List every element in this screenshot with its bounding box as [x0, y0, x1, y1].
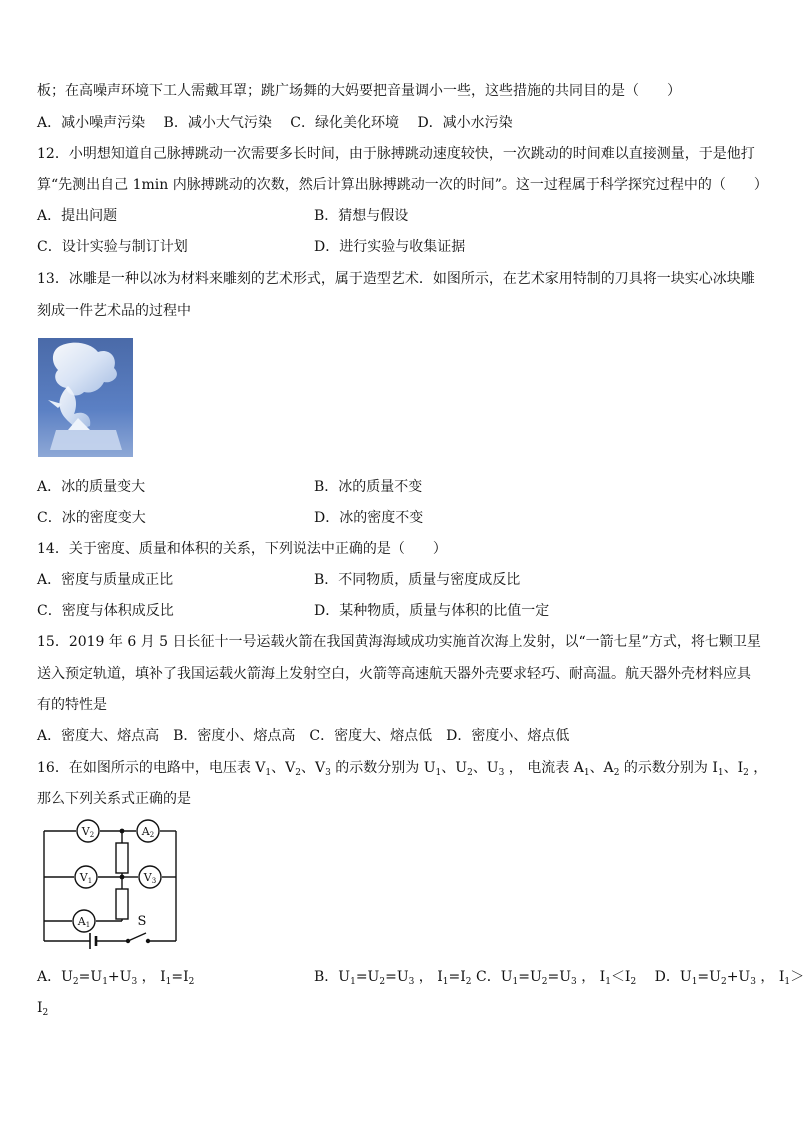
- meter-v3-label: V3: [143, 871, 157, 885]
- q16-option-d-wrap: $I_2$: [37, 1000, 49, 1018]
- meter-v2-label: V2: [81, 825, 95, 839]
- q16-stem-line-2: 那么下列关系式正确的是: [37, 791, 191, 807]
- q12-option-c: C．设计实验与制订计划: [37, 239, 188, 255]
- q14-stem: 14．关于密度、质量和体积的关系，下列说法中正确的是（ ）: [37, 541, 447, 557]
- q14-option-c: C．密度与体积成反比: [37, 603, 174, 619]
- q12-option-b: B．猜想与假设: [314, 208, 409, 224]
- q13-stem-line-2: 刻成一件艺术品的过程中: [37, 303, 191, 319]
- q13-option-d: D．冰的密度不变: [314, 510, 424, 526]
- meter-a1-label: A1: [77, 915, 91, 929]
- q12-stem-line-2: 算“先测出自己 1min 内脉搏跳动的次数，然后计算出脉搏跳动一次的时间”。这一过程属于科学探究过程中的（ ）: [37, 177, 768, 193]
- q13-option-b: B．冰的质量不变: [314, 479, 423, 495]
- q11-options: A．减小噪声污染 B．减小大气污染 C．绿化美化环境 D．减小水污染: [37, 115, 513, 131]
- q14-option-a: A．密度与质量成正比: [37, 572, 174, 588]
- switch-label: S: [137, 914, 147, 929]
- q12-stem-line-1: 12．小明想知道自己脉搏跳动一次需要多长时间，由于脉搏跳动速度较快，一次跳动的时间难以直接测量，于是他打: [37, 146, 755, 162]
- q14-option-b: B．不同物质，质量与密度成反比: [314, 572, 521, 588]
- q16-stem-line-1: 16．在如图所示的电路中，电压表 $V_1$、$V_2$、$V_3$ 的示数分别为 $U_1$、$U_2$、$U_3$ ， 电流表 $A_1$、$A_2$ 的示数分别为 $I_1$、$I_2$ ，: [37, 760, 768, 778]
- q15-stem-line-2: 送入预定轨道，填补了我国运载火箭海上发射空白，火箭等高速航天器外壳要求轻巧、耐高温。航天器外壳材料应具: [37, 666, 751, 682]
- q15-stem-line-3: 有的特性是: [37, 697, 107, 713]
- q13-option-c: C．冰的密度变大: [37, 510, 146, 526]
- q15-options: A．密度大、熔点高 B．密度小、熔点高 C．密度大、熔点低 D．密度小、熔点低: [37, 728, 570, 744]
- q12-option-d: D．进行实验与收集证据: [314, 239, 466, 255]
- meter-a2-label: A2: [141, 825, 155, 839]
- q14-option-d: D．某种物质，质量与体积的比值一定: [314, 603, 550, 619]
- q13-option-a: A．冰的质量变大: [37, 479, 146, 495]
- q16-option-a: A．$U_2=U_1+U_3$ ， $I_1=I_2$: [37, 969, 195, 987]
- q12-option-a: A．提出问题: [37, 208, 118, 224]
- circuit-diagram: [38, 817, 180, 953]
- ice-sculpture-image: [38, 338, 133, 457]
- q13-stem-line-1: 13．冰雕是一种以冰为材料来雕刻的艺术形式，属于造型艺术．如图所示，在艺术家用特制的刀具将一块实心冰块雕: [37, 271, 755, 287]
- meter-v1-label: V1: [79, 871, 93, 885]
- q15-stem-line-1: 15．2019 年 6 月 5 日长征十一号运载火箭在我国黄海海域成功实施首次海上发射，以“一箭七星”方式，将七颗卫星: [37, 634, 761, 650]
- q16-options-bcd: B．$U_1=U_2=U_3$ ， $I_1=I_2$ C．$U_1=U_2=U_3$ ， $I_1<I_2$ D．$U_1=U_2+U_3$ ， $I_1>$: [314, 969, 804, 987]
- question-text-line-1: 板；在高噪声环境下工人需戴耳罩；跳广场舞的大妈要把音量调小一些，这些措施的共同目的是（ ）: [37, 83, 681, 99]
